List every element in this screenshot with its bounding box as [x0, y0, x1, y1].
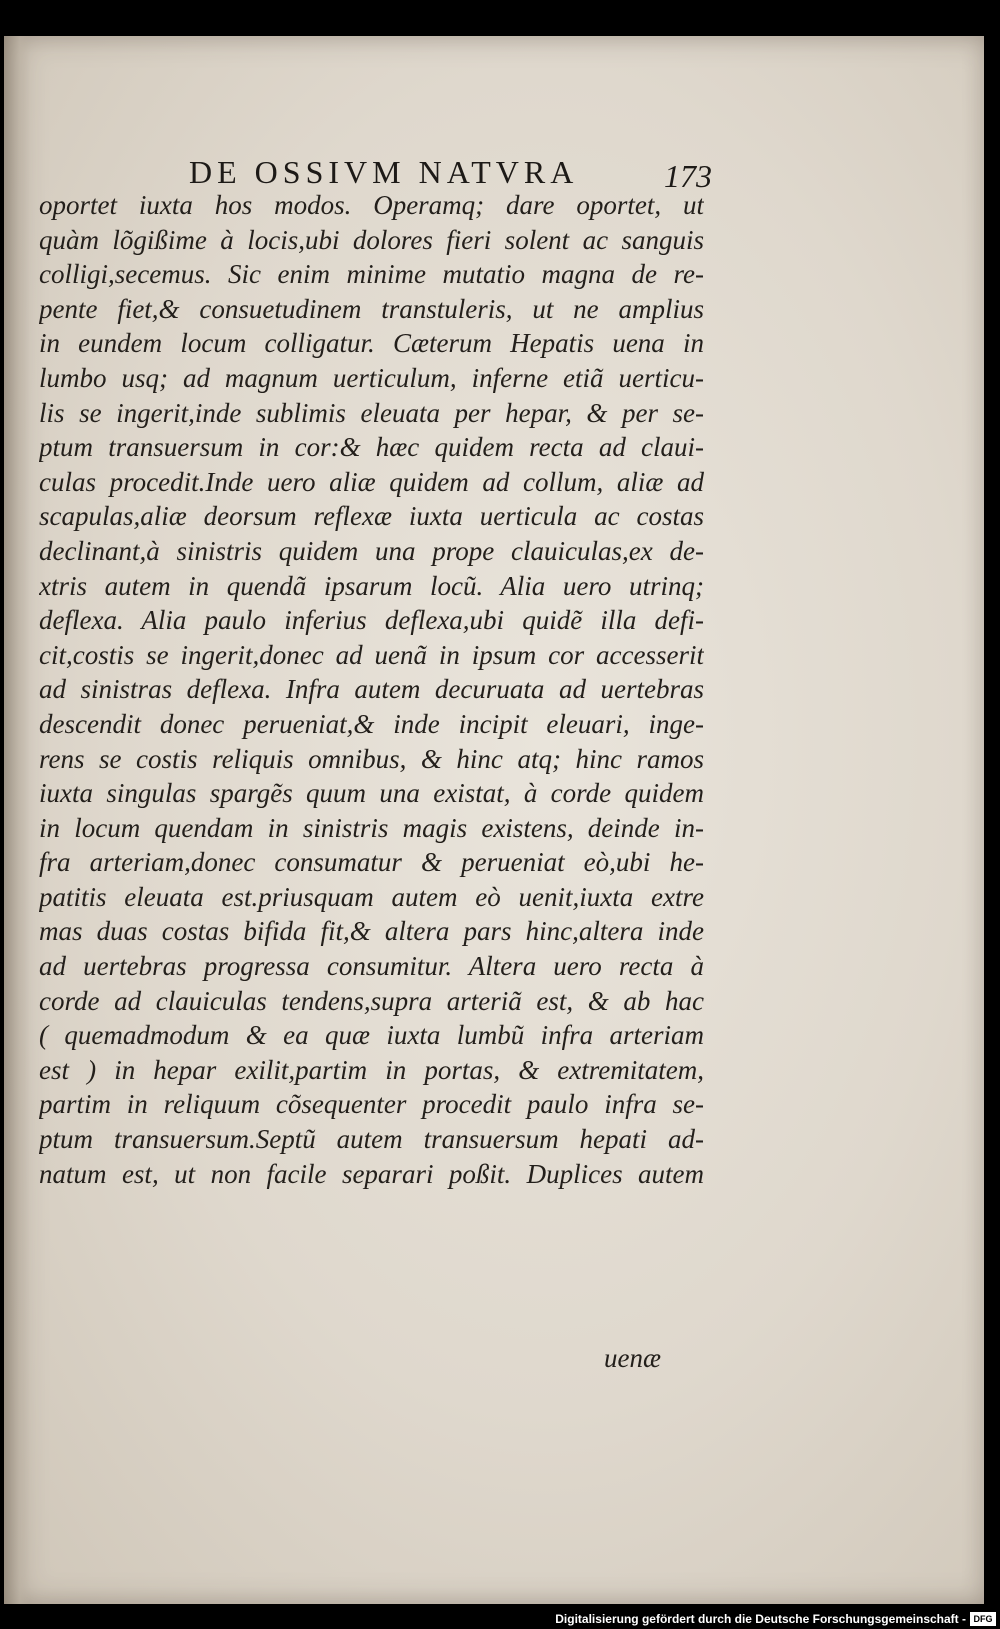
- text-line: natum est, ut non facile separari poßit. Duplices autem: [39, 1158, 704, 1189]
- text-line: ptum transuersum in cor:& hæc quidem recta ad claui-: [39, 432, 704, 463]
- text-line: deflexa. Alia paulo inferius deflexa,ubi quidẽ illa defi-: [39, 605, 704, 636]
- text-line: ptum transuersum.Septũ autem transuersum hepati ad-: [39, 1124, 704, 1155]
- digitization-credit: Digitalisierung gefördert durch die Deutsche Forschungsgemeinschaft -: [555, 1612, 966, 1626]
- text-line: est ) in hepar exilit,partim in portas, & extremitatem,: [39, 1054, 704, 1085]
- text-line: fra arteriam,donec consumatur & perueniat eò,ubi he-: [39, 847, 704, 878]
- text-line: ( quemadmodum & ea quæ iuxta lumbũ infra arteriam: [39, 1020, 704, 1051]
- body-text: [39, 188, 704, 1191]
- text-line: ad uertebras progressa consumitur. Altera uero recta à: [39, 951, 704, 982]
- text-line: pente fiet,& consuetudinem transtuleris, ut ne amplius: [39, 293, 704, 324]
- page-gutter-shadow: [4, 36, 30, 1604]
- text-line: rens se costis reliquis omnibus, & hinc atq; hinc ramos: [39, 743, 704, 774]
- page-number: 173: [664, 158, 712, 194]
- text-line: iuxta singulas spargẽs quum una existat, à corde quidem: [39, 778, 704, 809]
- catchword: uenæ: [604, 1343, 661, 1373]
- running-head: DE OSSIVM NATVRA: [189, 154, 579, 190]
- text-line: mas duas costas bifida fit,& altera pars hinc,altera inde: [39, 916, 704, 947]
- text-line: descendit donec perueniat,& inde incipit eleuari, inge-: [39, 708, 704, 739]
- text-line: declinant,à sinistris quidem una prope clauiculas,ex de-: [39, 535, 704, 566]
- text-line: xtris autem in quendã ipsarum locũ. Alia uero utrinq;: [39, 570, 704, 601]
- text-line: partim in reliquum cõsequenter procedit paulo infra se-: [39, 1089, 704, 1120]
- text-line: scapulas,aliæ deorsum reflexæ iuxta uerticula ac costas: [39, 501, 704, 532]
- text-line: corde ad clauiculas tendens,supra arteriã est, & ab hac: [39, 985, 704, 1016]
- text-line: cit,costis se ingerit,donec ad uenã in ipsum cor accesserit: [39, 639, 704, 670]
- text-line: ad sinistras deflexa. Infra autem decuruata ad uertebras: [39, 674, 704, 705]
- text-line: colligi,secemus. Sic enim minime mutatio magna de re-: [39, 259, 704, 290]
- text-line: patitis eleuata est.priusquam autem eò uenit,iuxta extre: [39, 881, 704, 912]
- text-line: in eundem locum colligatur. Cæterum Hepatis uena in: [39, 328, 704, 359]
- text-line: oportet iuxta hos modos. Operamq; dare oportet, ut: [39, 190, 704, 220]
- dfg-logo: DFG: [970, 1612, 996, 1626]
- text-line: in locum quendam in sinistris magis existens, deinde in-: [39, 812, 704, 843]
- text-line: quàm lõgißime à locis,ubi dolores fieri solent ac sanguis: [39, 224, 704, 255]
- book-page: [4, 36, 984, 1604]
- text-line: culas procedit.Inde uero aliæ quidem ad collum, aliæ ad: [39, 466, 704, 497]
- text-line: lumbo usq; ad magnum uerticulum, inferne etiã uerticu-: [39, 362, 704, 393]
- text-line: lis se ingerit,inde sublimis eleuata per hepar, & per se-: [39, 397, 704, 428]
